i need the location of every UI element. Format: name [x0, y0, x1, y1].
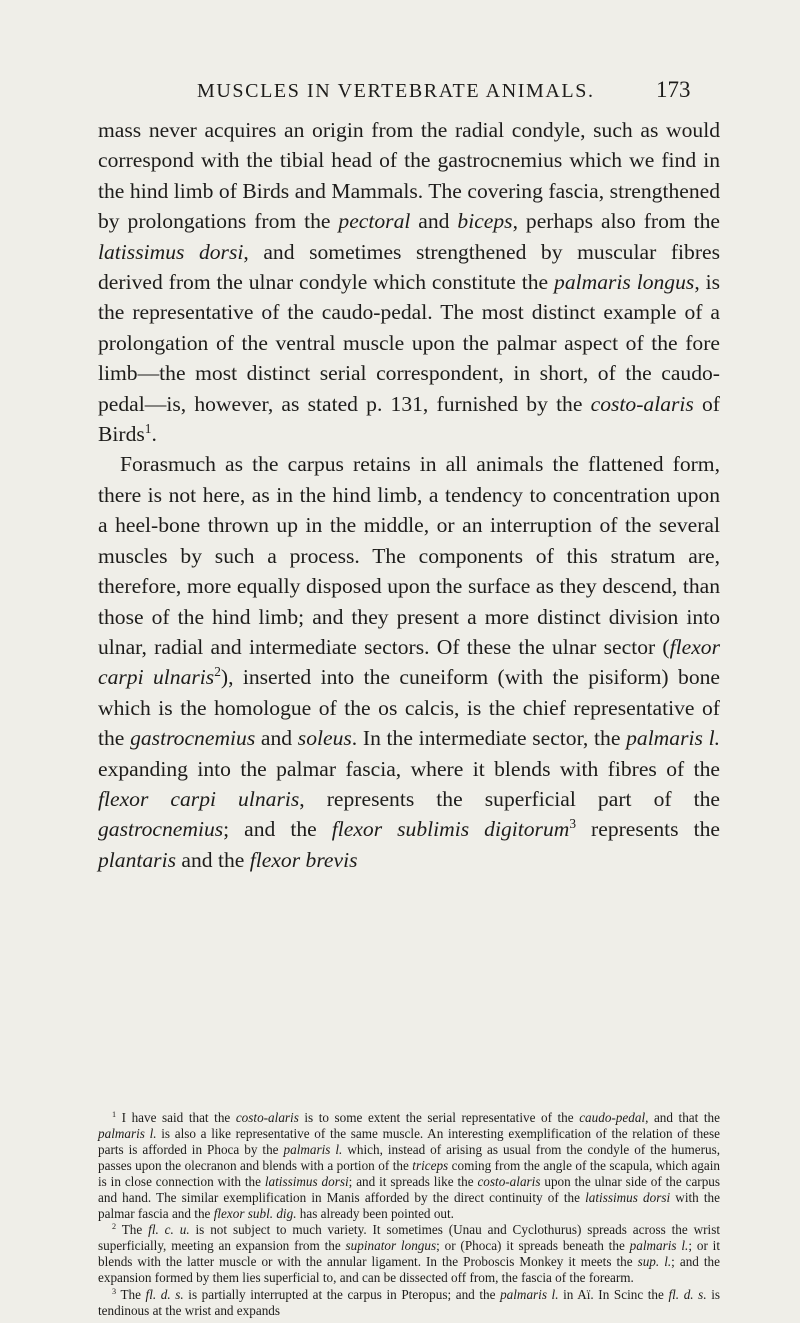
- footnote-1: $^1$ I have said that the costo-alaris is to some extent the serial representative of the caudo-pedal, and that the palmaris l. is also a like representative of the same muscle. An interesting exemplification of the relation of these parts is afforded in Phoca by the palmaris l. which, instead of arising as usual from the condyle of the humerus, passes upon the olecranon and blends with a portion of the triceps coming from the angle of the scapula, which again is in close connection with the latissimus dorsi; and it spreads like the costo-alaris upon the ulnar side of the carpus and hand. The similar exemplification in Manis afforded by the direct continuity of the latissimus dorsi with the palmar fascia and the flexor subl. dig. has already been pointed out.: [98, 1110, 721, 1222]
- page-number: 173: [656, 77, 691, 102]
- footnote-number: 1: [112, 1110, 117, 1120]
- term: soleus: [297, 726, 352, 751]
- term: costo-alaris: [590, 391, 694, 416]
- term: flexor sublimis digitorum: [331, 817, 570, 842]
- footnote-3: $^3$ The fl. d. s. is partially interrupted at the carpus in Pteropus; and the palmaris l. in Aï. In Scinc the fl. d. s. is tendinous at the wrist and expands: [98, 1286, 721, 1318]
- term: flexor carpi ulnaris: [98, 634, 720, 690]
- term: flexor subl. dig.: [213, 1206, 297, 1222]
- term: triceps: [412, 1158, 449, 1174]
- term: plantaris: [98, 847, 176, 872]
- term: fl. d. s.: [668, 1286, 707, 1302]
- term: fl. d. s.: [145, 1286, 184, 1302]
- running-title: MUSCLES IN VERTEBRATE ANIMALS.: [197, 80, 595, 102]
- term: biceps: [457, 209, 513, 234]
- term: supinator longus: [345, 1238, 437, 1254]
- term: caudo-pedal: [579, 1110, 646, 1125]
- footnote-marker: 3: [569, 816, 577, 832]
- term: palmaris l.: [283, 1142, 343, 1158]
- footnote-2: $^2$ The fl. c. u. is not subject to much variety. It sometimes (Unau and Cyclothurus) spreads across the wrist superficially, meeting an expansion from the supinator longus; or (Phoca) it spreads beneath the palmaris l.; or it blends with the latter muscle or with the annular ligament. In the Proboscis Monkey it meets the sup. l.; and the expansion formed by them lies superficial to, and can be dissected off from, the fascia of the forearm.: [98, 1222, 720, 1286]
- footnotes: [98, 1110, 720, 1319]
- term: gastrocnemius: [130, 726, 256, 751]
- term: latissimus dorsi: [264, 1174, 349, 1190]
- term: latissimus dorsi: [98, 239, 244, 264]
- footnote-marker: 1: [144, 421, 152, 437]
- term: sup. l.: [637, 1254, 672, 1270]
- footnote-number: 3: [112, 1286, 117, 1296]
- term: costo-alaris: [477, 1174, 541, 1190]
- footnote-number: 2: [112, 1222, 117, 1232]
- term: latissimus dorsi: [585, 1190, 671, 1206]
- term: flexor brevis: [249, 847, 358, 872]
- term: palmaris longus: [554, 270, 695, 295]
- term: palmaris l.: [98, 1126, 157, 1142]
- body-text: [98, 115, 720, 875]
- term: flexor carpi ulnaris: [98, 786, 300, 811]
- footnote-marker: 2: [214, 664, 221, 680]
- body-paragraph: Forasmuch as the carpus retains in all animals the flattened form, there is not here, as in the hind limb, a tendency to concentration upon a heel-bone thrown up in the middle, or an interruption of the several muscles by such a process. The components of this stratum are, therefore, more equally disposed upon the surface as they descend, than those of the hind limb; and they present a more distinct division into ulnar, radial and intermediate sectors. Of these the ulnar sector (flexor carpi ulnaris$^2$), inserted into the cuneiform (with the pisiform) bone which is the homologue of the os calcis, is the chief representative of the gastrocnemius and soleus. In the intermediate sector, the palmaris l. expanding into the palmar fascia, where it blends with fibres of the flexor carpi ulnaris, represents the superficial part of the gastrocnemius; and the flexor sublimis digitorum$^3$ represents the plantaris and the flexor brevis: [98, 452, 720, 872]
- body-paragraph: mass never acquires an origin from the radial condyle, such as would correspond with the tibial head of the gastrocnemius which we find in the hind limb of Birds and Mammals. The covering fascia, strengthened by prolongations from the pectoral and biceps, perhaps also from the latissimus dorsi, and sometimes strengthened by muscular fibres derived from the ulnar condyle which constitute the palmaris longus, is the representative of the caudo-pedal. The most distinct example of a prolongation of the ventral muscle upon the palmar aspect of the fore limb—the most distinct serial correspondent, in short, of the caudo-pedal—is, however, as stated p. 131, furnished by the costo-alaris of Birds$^1$.: [98, 118, 720, 447]
- term: palmaris l.: [626, 726, 720, 751]
- term: pectoral: [338, 209, 411, 234]
- term: palmaris l.: [500, 1286, 559, 1302]
- term: costo-alaris: [235, 1110, 299, 1125]
- term: fl. c. u.: [148, 1222, 190, 1238]
- term: palmaris l.: [629, 1238, 689, 1254]
- term: gastrocnemius: [98, 817, 224, 842]
- page-header: [0, 77, 800, 110]
